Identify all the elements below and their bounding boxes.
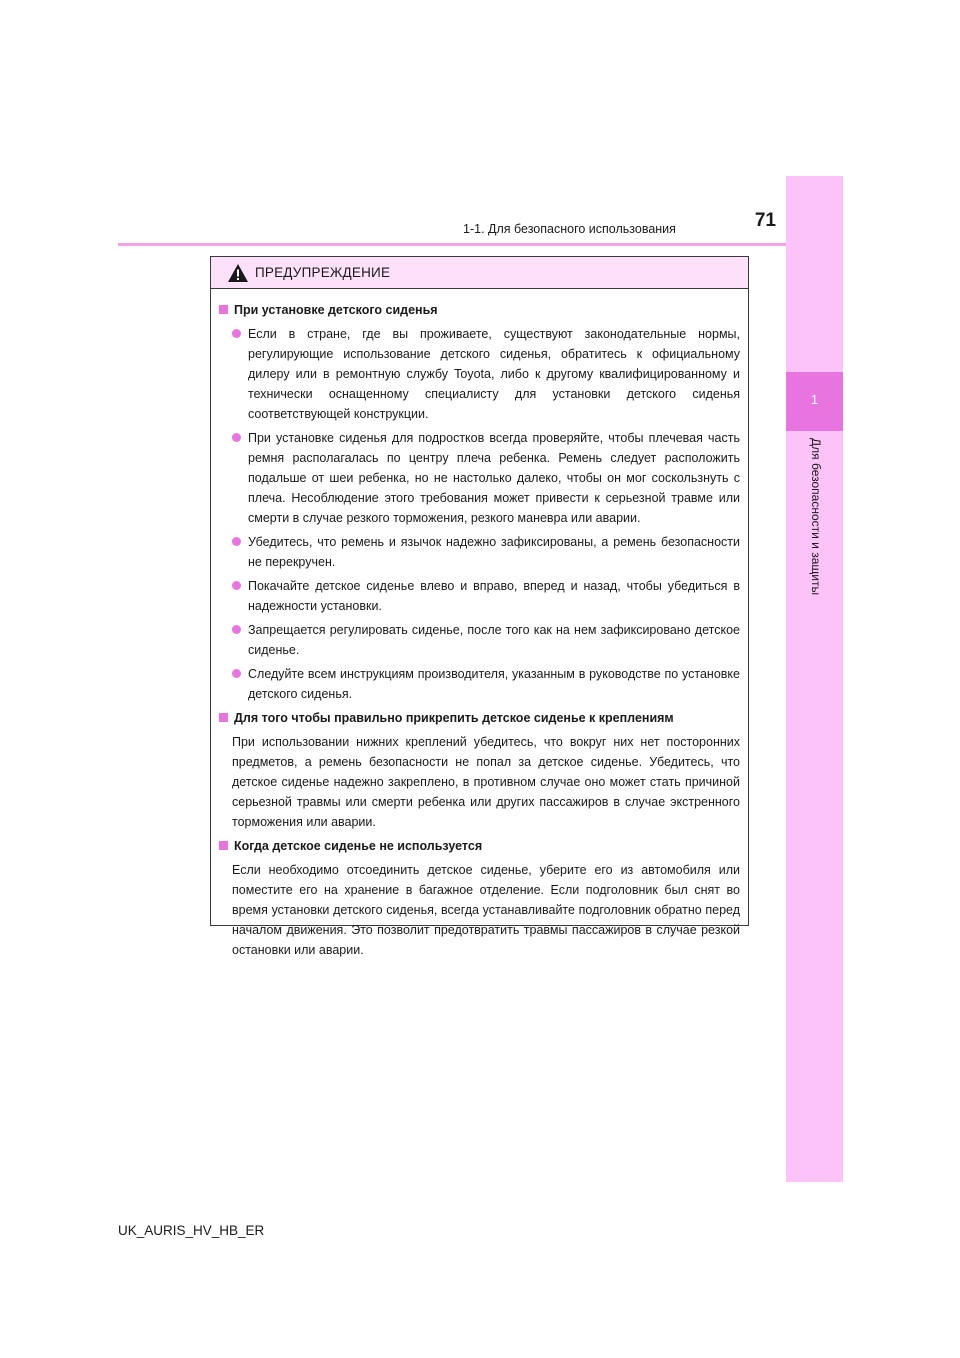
list-item xyxy=(219,428,740,528)
section-heading-text: Когда детское сиденье не используется xyxy=(234,839,483,853)
list-item-text: Следуйте всем инструкциям производителя, указанным в руководстве по установке детского сиденья. xyxy=(248,667,740,701)
section-heading-text: Для того чтобы правильно прикрепить детское сиденье к креплениям xyxy=(234,711,674,725)
list-item xyxy=(219,532,740,572)
footer-document-code: UK_AURIS_HV_HB_ER xyxy=(118,1223,265,1238)
circle-bullet-icon xyxy=(232,537,241,546)
list-item xyxy=(219,324,740,424)
section-heading xyxy=(219,836,740,856)
warning-body xyxy=(211,289,748,960)
section-paragraph: При использовании нижних креплений убедитесь, что вокруг них нет посторонних предметов, а ремень безопасности не попал за детское сиденье. Убедитесь, что детское сиденье надежно закреплено, в противном случае оно может стать причиной серьезной травмы или смерти ребенка или других пассажиров в случае экстренного торможения или аварии. xyxy=(232,735,740,829)
section-heading xyxy=(219,708,740,728)
header-section-title: 1-1. Для безопасного использования xyxy=(463,222,676,236)
list-item xyxy=(219,620,740,660)
warning-header xyxy=(211,257,748,289)
section-heading xyxy=(219,300,740,320)
chapter-title-wrap xyxy=(786,430,843,790)
chapter-number: 1 xyxy=(810,392,819,407)
list-item-text: Покачайте детское сиденье влево и вправо, вперед и назад, чтобы убедиться в надежности установки. xyxy=(248,579,740,613)
warning-box xyxy=(210,256,749,957)
page-number: 71 xyxy=(754,210,776,231)
list-item-text: Если в стране, где вы проживаете, существуют законодательные нормы, регулирующие использование детского сиденья, обратитесь к официальному дилеру или в ремонтную службу Toyota, либо к другому квалифицированному и технически оснащенному специалисту для установки детского сиденья соответствующей конструкции. xyxy=(248,327,740,421)
circle-bullet-icon xyxy=(232,581,241,590)
warning-triangle-icon xyxy=(227,263,249,283)
list-item xyxy=(219,664,740,704)
circle-bullet-icon xyxy=(232,669,241,678)
chapter-title: Для безопасности и защиты xyxy=(809,438,823,596)
list-item-text: Убедитесь, что ремень и язычок надежно зафиксированы, а ремень безопасности не перекручен. xyxy=(248,535,740,569)
section-heading-text: При установке детского сиденья xyxy=(234,303,438,317)
section-paragraph: Если необходимо отсоединить детское сиденье, уберите его из автомобиля или поместите его на хранение в багажное отделение. Если подголовник был снят во время установки детского сиденья, всегда устанавливайте подголовник обратно перед началом движения. Это позволит предотвратить травмы пассажиров в случае резкой остановки или аварии. xyxy=(232,863,740,957)
square-bullet-icon xyxy=(219,713,228,722)
list-item-text: Запрещается регулировать сиденье, после того как на нем зафиксировано детское сиденье. xyxy=(248,623,740,657)
list-item xyxy=(219,576,740,616)
header-rule xyxy=(118,243,786,246)
square-bullet-icon xyxy=(219,305,228,314)
warning-title: ПРЕДУПРЕЖДЕНИЕ xyxy=(255,265,391,280)
circle-bullet-icon xyxy=(232,433,241,442)
circle-bullet-icon xyxy=(232,329,241,338)
square-bullet-icon xyxy=(219,841,228,850)
circle-bullet-icon xyxy=(232,625,241,634)
list-item-text: При установке сиденья для подростков всегда проверяйте, чтобы плечевая часть ремня располагалась по центру плеча ребенка. Ремень следует расположить подальше от шеи ребенка, но не настолько далеко, чтобы он мог соскользнуть с плеча. Несоблюдение этого требования может привести к серьезной травме или смерти в случае резкого торможения, резкого маневра или аварии. xyxy=(248,431,740,525)
